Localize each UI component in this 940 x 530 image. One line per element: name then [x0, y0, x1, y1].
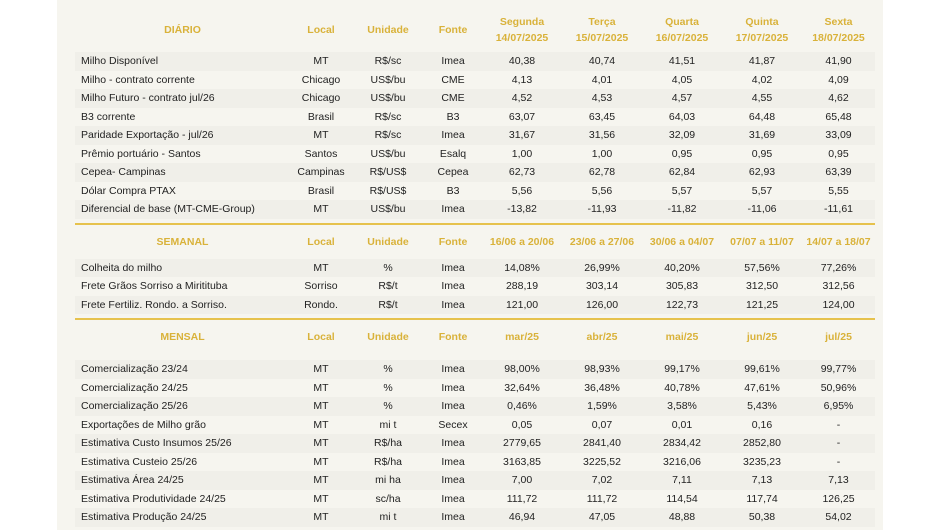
- day-name: Segunda: [499, 16, 545, 28]
- row-value: 57,56%: [722, 259, 802, 278]
- row-local: MT: [290, 259, 352, 278]
- row-unit: %: [352, 397, 424, 416]
- row-unit: R$/US$: [352, 163, 424, 182]
- row-value: 63,45: [588, 110, 616, 123]
- row-value: 1,00: [511, 147, 533, 160]
- row-value: 5,43%: [722, 397, 802, 416]
- daily-period-header: [482, 8, 562, 52]
- row-unit: mi ha: [352, 471, 424, 490]
- row-value: 64,48: [748, 110, 776, 123]
- row-value: 5,57: [671, 184, 693, 197]
- row-value: 2852,80: [722, 434, 802, 453]
- day-name: Quarta: [665, 16, 699, 28]
- row-value: 31,69: [722, 126, 802, 145]
- row-unit: mi t: [352, 508, 424, 527]
- row-unit: %: [352, 360, 424, 379]
- row-value: 288,19: [505, 280, 539, 292]
- row-label: Milho Futuro - contrato jul/26: [75, 89, 290, 108]
- row-unit: US$/bu: [370, 73, 406, 86]
- table-row: [75, 379, 875, 398]
- row-value: 41,51: [642, 52, 722, 71]
- monthly-period-header: jun/25: [746, 331, 778, 343]
- monthly-col-source: Fonte: [438, 331, 468, 343]
- row-value: 0,95: [671, 147, 693, 160]
- row-local: MT: [290, 200, 352, 219]
- row-value: 3216,06: [663, 455, 701, 468]
- row-value: 2834,42: [642, 434, 722, 453]
- row-value: 7,13: [722, 471, 802, 490]
- row-value: 14,08%: [482, 259, 562, 278]
- row-value: 32,09: [642, 126, 722, 145]
- table-row: [75, 277, 875, 296]
- daily-col-local: Local: [307, 24, 335, 36]
- row-value: 4,09: [828, 73, 849, 86]
- weekly-col-local: Local: [307, 235, 335, 248]
- row-source: Imea: [424, 434, 482, 453]
- row-label: Dólar Compra PTAX: [81, 184, 176, 197]
- table-row: [75, 490, 875, 509]
- row-value: 3,58%: [642, 397, 722, 416]
- row-local: MT: [290, 360, 352, 379]
- row-value: 99,17%: [642, 360, 722, 379]
- row-source: Imea: [441, 381, 465, 394]
- row-source: Cepea: [424, 163, 482, 182]
- row-local: Santos: [304, 147, 338, 160]
- weekly-period-header: 30/06 a 04/07: [649, 235, 715, 248]
- row-label: Comercialização 23/24: [75, 360, 290, 379]
- row-value: 0,16: [751, 418, 773, 431]
- table-row: [75, 52, 875, 71]
- row-source: Imea: [424, 360, 482, 379]
- row-value: 31,67: [482, 126, 562, 145]
- row-unit: R$/ha: [352, 434, 424, 453]
- row-value: 63,07: [508, 110, 536, 123]
- row-label: Prêmio portuário - Santos: [81, 147, 201, 160]
- row-local: Chicago: [301, 73, 341, 86]
- row-value: 48,88: [642, 508, 722, 527]
- row-value: -11,61: [802, 200, 875, 219]
- row-unit: US$/bu: [352, 89, 424, 108]
- row-value: 312,56: [822, 280, 855, 292]
- row-label: B3 corrente: [81, 110, 136, 123]
- row-value: 114,54: [666, 492, 698, 505]
- row-value: 1,00: [591, 147, 613, 160]
- row-unit: US$/bu: [352, 200, 424, 219]
- row-source: Secex: [438, 418, 468, 431]
- row-label: Paridade Exportação - jul/26: [75, 126, 290, 145]
- row-value: 124,00: [802, 296, 875, 315]
- row-value: 47,61%: [744, 381, 780, 394]
- monthly-col-local: Local: [307, 331, 335, 343]
- row-local: MT: [290, 397, 352, 416]
- row-value: 40,20%: [642, 259, 722, 278]
- day-date: 17/07/2025: [735, 32, 789, 44]
- daily-period-header: [722, 8, 802, 52]
- row-value: 99,61%: [722, 360, 802, 379]
- row-value: 47,05: [562, 508, 642, 527]
- row-label: Comercialização 25/26: [75, 397, 290, 416]
- weekly-period-header: 16/06 a 20/06: [489, 235, 555, 248]
- row-value: 6,95%: [802, 397, 875, 416]
- table-row: [75, 397, 875, 416]
- day-name: Sexta: [824, 16, 853, 28]
- row-value: 98,93%: [562, 360, 642, 379]
- row-value: 0,95: [828, 147, 849, 160]
- row-value: 40,78%: [664, 381, 700, 394]
- row-value: 303,14: [585, 280, 619, 292]
- table-row: [75, 508, 875, 527]
- row-unit: US$/bu: [370, 147, 406, 160]
- row-label: Comercialização 24/25: [81, 381, 188, 394]
- row-value: 3235,23: [743, 455, 781, 468]
- table-row: [75, 434, 875, 453]
- row-source: Imea: [424, 126, 482, 145]
- row-value: 50,38: [722, 508, 802, 527]
- row-source: Imea: [424, 508, 482, 527]
- table-row: [75, 453, 875, 472]
- row-source: Imea: [424, 397, 482, 416]
- row-value: 0,01: [671, 418, 693, 431]
- table-row: [75, 126, 875, 145]
- row-unit: mi t: [379, 418, 397, 431]
- row-value: 62,73: [482, 163, 562, 182]
- row-source: Imea: [441, 280, 465, 292]
- row-local: MT: [290, 471, 352, 490]
- row-value: 65,48: [825, 110, 852, 123]
- row-value: 121,00: [482, 296, 562, 315]
- day-date: 18/07/2025: [812, 32, 865, 44]
- row-unit: R$/sc: [352, 126, 424, 145]
- report-panel: [57, 0, 883, 530]
- row-source: CME: [424, 89, 482, 108]
- row-unit: R$/sc: [374, 110, 402, 123]
- daily-header-row: [75, 8, 875, 52]
- row-value: -11,82: [642, 200, 722, 219]
- row-local: MT: [313, 418, 329, 431]
- row-unit: %: [352, 259, 424, 278]
- row-value: 46,94: [482, 508, 562, 527]
- row-value: 312,50: [745, 280, 779, 292]
- row-value: 41,90: [802, 52, 875, 71]
- monthly-section-title: MENSAL: [160, 331, 205, 343]
- table-row: [75, 71, 875, 90]
- row-value: 305,83: [665, 280, 699, 292]
- daily-col-unit: Unidade: [367, 24, 409, 36]
- row-value: 98,00%: [482, 360, 562, 379]
- row-value: 122,73: [642, 296, 722, 315]
- row-value: 31,56: [562, 126, 642, 145]
- monthly-period-header: abr/25: [586, 331, 618, 343]
- row-local: MT: [313, 381, 329, 394]
- row-label: Diferencial de base (MT-CME-Group): [75, 200, 290, 219]
- weekly-period-header: 07/07 a 11/07: [730, 235, 794, 248]
- row-value: 62,93: [722, 163, 802, 182]
- row-value: 4,53: [562, 89, 642, 108]
- row-value: 7,02: [562, 471, 642, 490]
- row-value: 5,55: [828, 184, 849, 197]
- row-value: 4,02: [751, 73, 773, 86]
- row-value: -: [836, 455, 841, 468]
- monthly-period-header: mar/25: [505, 331, 539, 343]
- monthly-header-row: [75, 319, 875, 354]
- weekly-period-header: 23/06 a 27/06: [569, 235, 635, 248]
- row-source: Imea: [424, 200, 482, 219]
- row-local: Chicago: [290, 89, 352, 108]
- row-value: 32,64%: [504, 381, 540, 394]
- day-date: 14/07/2025: [495, 32, 549, 44]
- weekly-period-header: 14/07 a 18/07: [806, 235, 871, 248]
- row-label: Frete Fertiliz. Rondo. a Sorriso.: [75, 296, 290, 315]
- row-source: Esalq: [439, 147, 467, 160]
- row-source: Imea: [441, 492, 465, 505]
- row-unit: R$/t: [352, 296, 424, 315]
- row-label: Estimativa Área 24/25: [75, 471, 290, 490]
- row-source: Imea: [424, 259, 482, 278]
- row-local: Rondo.: [290, 296, 352, 315]
- row-source: Imea: [424, 471, 482, 490]
- row-label: Milho Disponível: [75, 52, 290, 71]
- daily-period-header: [642, 8, 722, 52]
- row-value: 1,59%: [562, 397, 642, 416]
- row-value: 126,25: [822, 492, 855, 505]
- row-local: MT: [290, 52, 352, 71]
- row-value: 64,03: [668, 110, 696, 123]
- day-name: Terça: [588, 16, 616, 28]
- weekly-section-title: SEMANAL: [156, 235, 209, 248]
- table-row: [75, 360, 875, 379]
- row-value: 111,72: [586, 492, 618, 505]
- table-row: [75, 471, 875, 490]
- row-value: 2841,40: [562, 434, 642, 453]
- row-value: -13,82: [482, 200, 562, 219]
- row-value: -11,06: [722, 200, 802, 219]
- row-value: 4,01: [591, 73, 613, 86]
- table-row: [75, 108, 875, 127]
- row-label: Frete Grãos Sorriso a Miritituba: [81, 280, 228, 292]
- row-value: 62,78: [562, 163, 642, 182]
- row-local: MT: [290, 126, 352, 145]
- row-value: 4,05: [671, 73, 693, 86]
- row-value: 54,02: [802, 508, 875, 527]
- row-value: 62,84: [642, 163, 722, 182]
- row-value: 33,09: [802, 126, 875, 145]
- table-row: [75, 416, 875, 435]
- row-value: 126,00: [562, 296, 642, 315]
- row-value: 117,74: [746, 492, 778, 505]
- table-row: [75, 296, 875, 315]
- row-value: 0,46%: [482, 397, 562, 416]
- row-value: 4,13: [511, 73, 533, 86]
- row-label: Estimativa Produção 24/25: [75, 508, 290, 527]
- row-local: Sorriso: [304, 280, 338, 292]
- row-value: 41,87: [722, 52, 802, 71]
- row-label: Exportações de Milho grão: [81, 418, 206, 431]
- row-local: Campinas: [290, 163, 352, 182]
- table-body: [75, 8, 875, 527]
- row-local: MT: [290, 434, 352, 453]
- row-label: Milho - contrato corrente: [81, 73, 195, 86]
- daily-section-title: DIÁRIO: [164, 24, 201, 36]
- row-value: 3225,52: [583, 455, 621, 468]
- monthly-period-header: jul/25: [825, 331, 852, 343]
- weekly-col-unit: Unidade: [367, 235, 409, 248]
- row-label: Estimativa Custo Insumos 25/26: [75, 434, 290, 453]
- daily-period-header: [562, 8, 642, 52]
- row-local: MT: [313, 492, 329, 505]
- row-label: Estimativa Custeio 25/26: [81, 455, 198, 468]
- row-value: -: [836, 418, 841, 431]
- weekly-col-source: Fonte: [438, 235, 468, 248]
- row-value: 99,77%: [802, 360, 875, 379]
- daily-col-source: Fonte: [438, 24, 468, 36]
- weekly-header-row: [75, 224, 875, 259]
- row-unit: R$/ha: [373, 455, 403, 468]
- table-row: [75, 163, 875, 182]
- row-label: Colheita do milho: [75, 259, 290, 278]
- monthly-col-unit: Unidade: [367, 331, 409, 343]
- row-unit: R$/t: [378, 280, 398, 292]
- row-value: 26,99%: [562, 259, 642, 278]
- corn-market-table: [75, 8, 875, 527]
- day-date: 15/07/2025: [575, 32, 629, 44]
- row-value: 7,11: [642, 471, 722, 490]
- row-source: B3: [446, 110, 460, 123]
- row-local: MT: [313, 455, 329, 468]
- row-label: Estimativa Produtividade 24/25: [81, 492, 226, 505]
- row-value: 40,74: [562, 52, 642, 71]
- row-value: 111,72: [506, 492, 538, 505]
- row-value: 5,57: [751, 184, 773, 197]
- row-value: 4,52: [482, 89, 562, 108]
- row-value: 36,48%: [584, 381, 620, 394]
- row-value: 40,38: [482, 52, 562, 71]
- row-local: Brasil: [307, 184, 335, 197]
- row-value: 0,05: [511, 418, 533, 431]
- row-unit: %: [383, 381, 393, 394]
- row-value: 5,56: [511, 184, 533, 197]
- row-source: CME: [441, 73, 465, 86]
- row-value: 2779,65: [482, 434, 562, 453]
- row-value: 50,96%: [820, 381, 857, 394]
- row-source: Imea: [424, 296, 482, 315]
- day-name: Quinta: [745, 16, 779, 28]
- row-label: Cepea- Campinas: [75, 163, 290, 182]
- row-value: 4,55: [722, 89, 802, 108]
- row-value: 4,57: [642, 89, 722, 108]
- row-unit: R$/US$: [369, 184, 407, 197]
- row-local: MT: [290, 508, 352, 527]
- table-row: [75, 145, 875, 164]
- row-value: 7,13: [802, 471, 875, 490]
- row-value: 0,07: [591, 418, 613, 431]
- row-unit: sc/ha: [375, 492, 401, 505]
- row-source: Imea: [424, 52, 482, 71]
- row-value: 0,95: [751, 147, 773, 160]
- row-unit: R$/sc: [352, 52, 424, 71]
- day-date: 16/07/2025: [655, 32, 709, 44]
- table-row: [75, 200, 875, 219]
- table-row: [75, 89, 875, 108]
- row-value: 3163,85: [503, 455, 541, 468]
- row-source: B3: [446, 184, 460, 197]
- row-value: 63,39: [802, 163, 875, 182]
- row-value: 4,62: [802, 89, 875, 108]
- row-value: 5,56: [591, 184, 613, 197]
- row-source: Imea: [441, 455, 465, 468]
- row-local: Brasil: [307, 110, 335, 123]
- daily-period-header: [802, 8, 875, 52]
- row-value: 77,26%: [802, 259, 875, 278]
- table-row: [75, 182, 875, 201]
- row-value: -: [802, 434, 875, 453]
- table-row: [75, 259, 875, 278]
- row-value: 7,00: [482, 471, 562, 490]
- row-value: -11,93: [562, 200, 642, 219]
- monthly-period-header: mai/25: [665, 331, 699, 343]
- row-value: 121,25: [722, 296, 802, 315]
